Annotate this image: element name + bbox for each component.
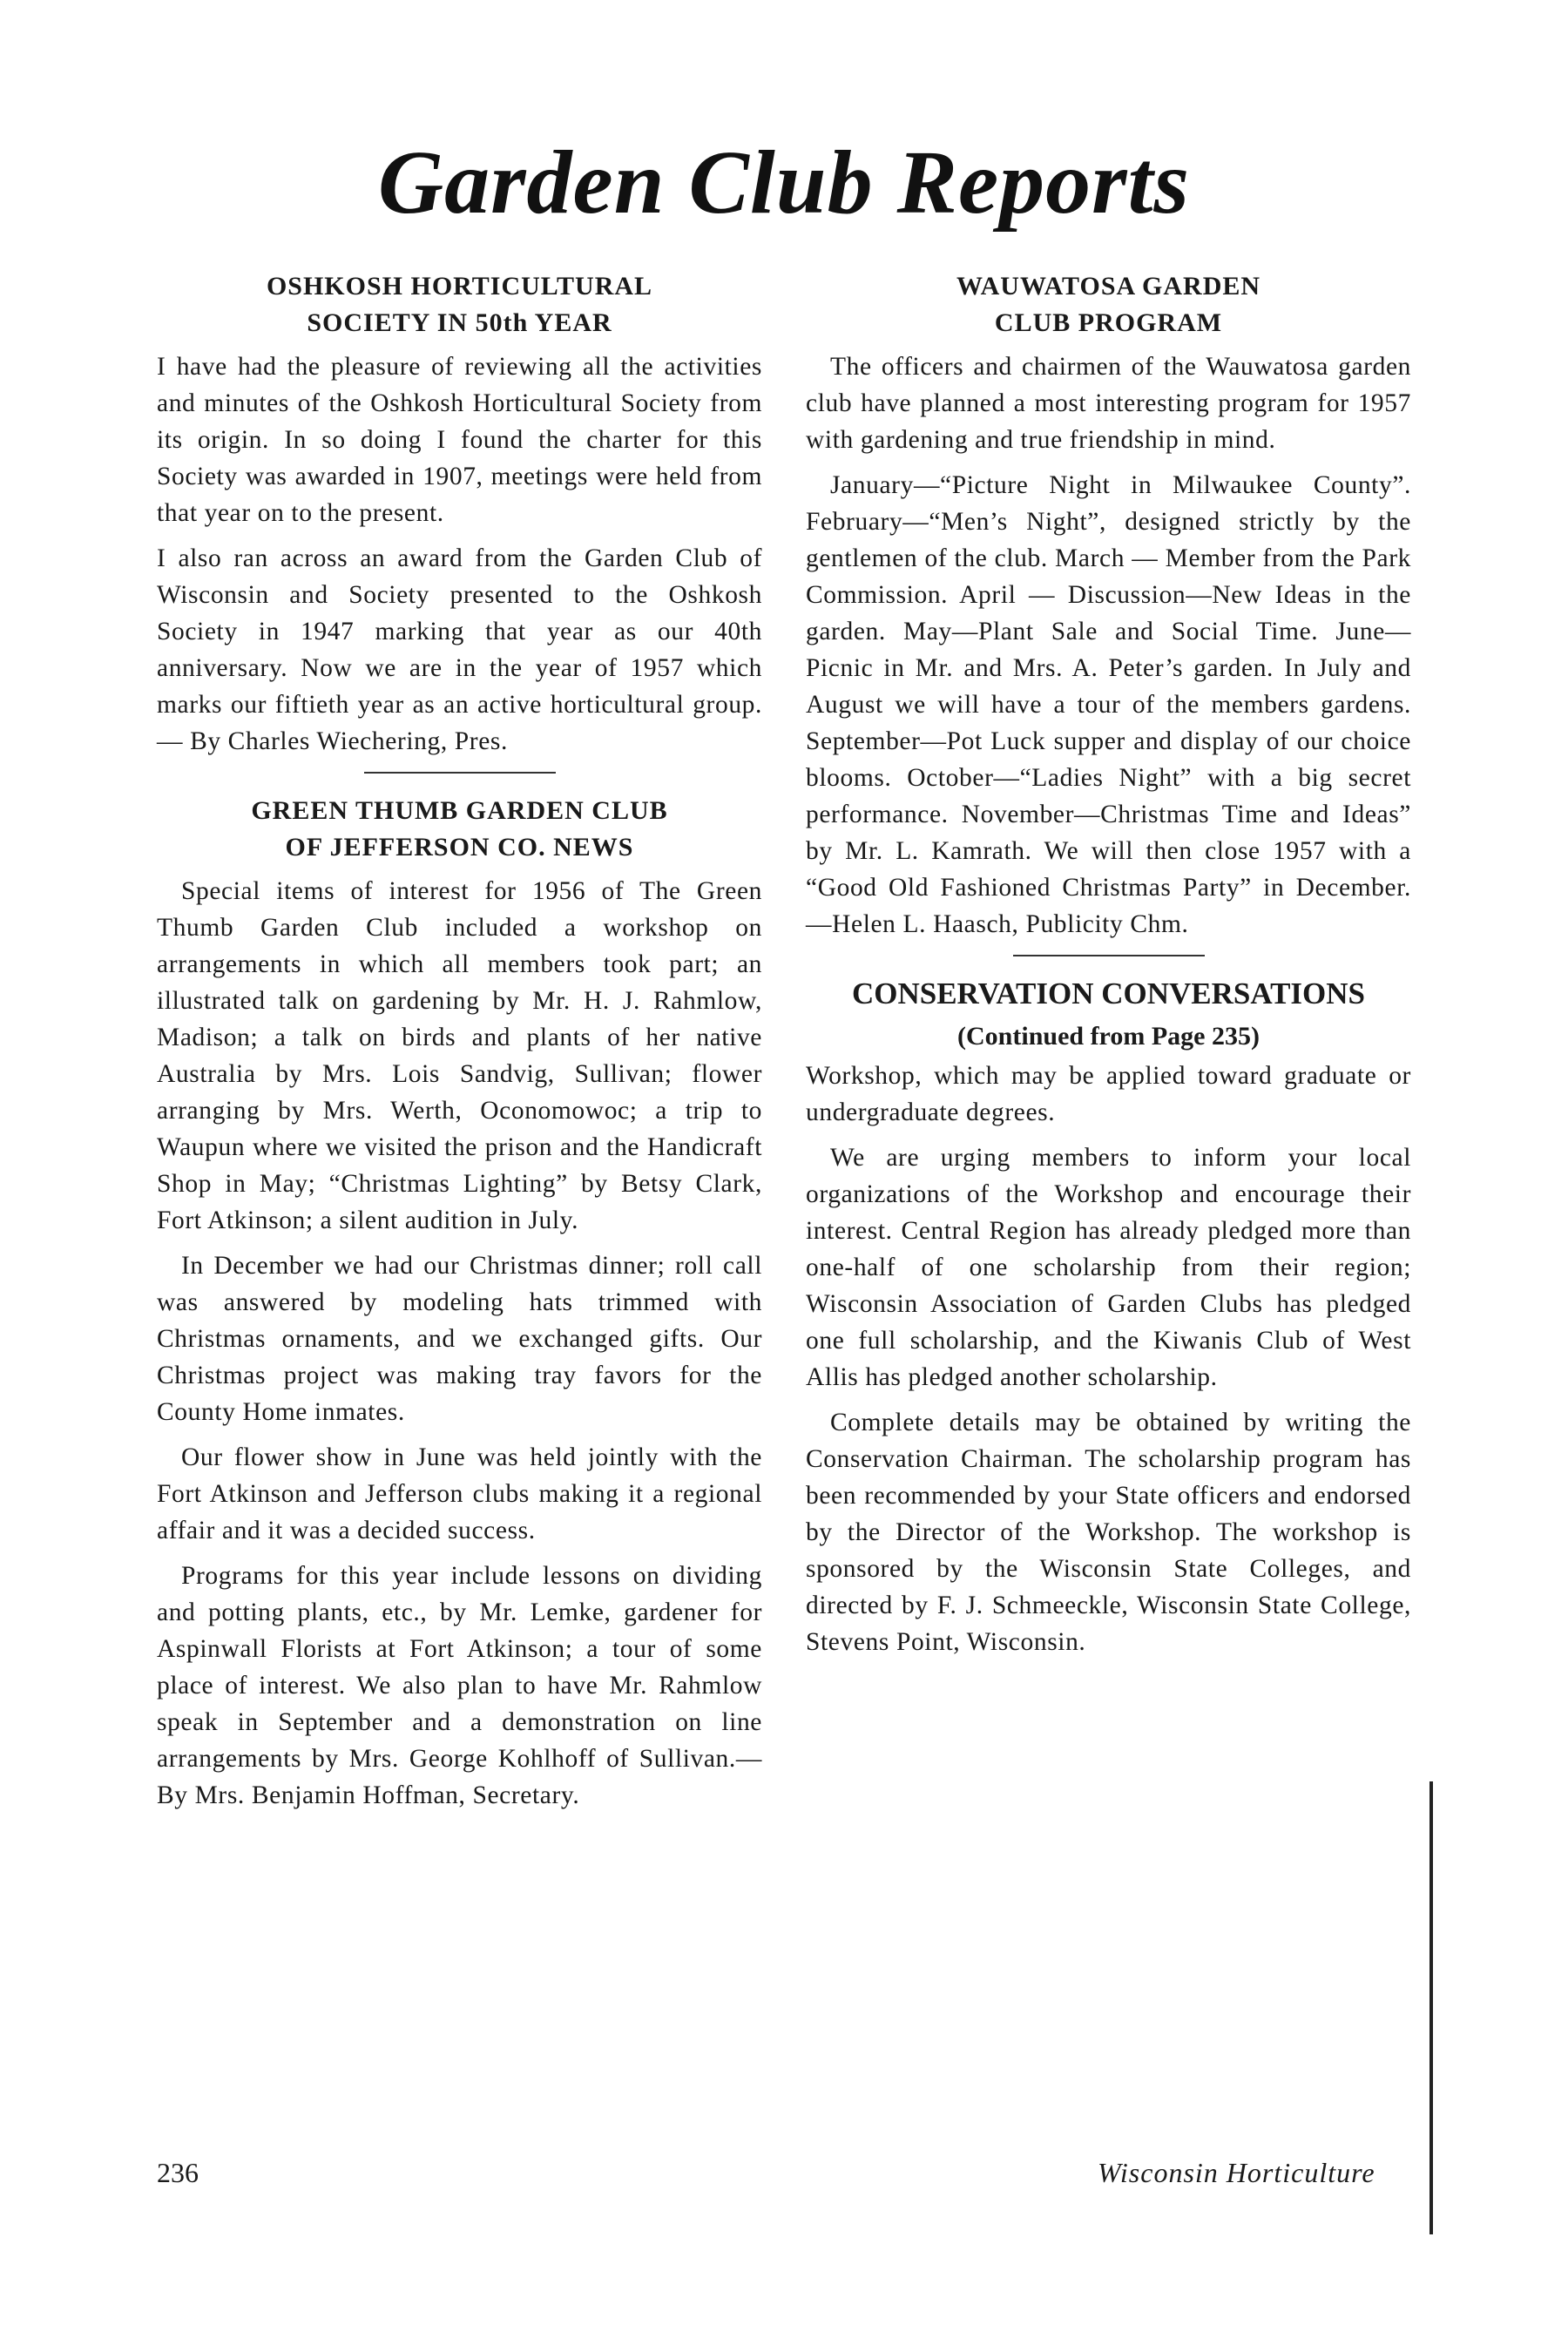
oshkosh-heading-line2: SOCIETY IN 50th YEAR bbox=[307, 308, 612, 337]
journal-name: Wisconsin Horticulture bbox=[1098, 2157, 1375, 2188]
green-thumb-paragraph-1: Special items of interest for 1956 of The Green Thumb Garden Club included a workshop on arrangements in which all members took part; an illustrated talk on gardening by Mr. H. J. Rahmlow, Madison; a talk on birds and plants of her native Australia by Mrs. Lois Sandvig, Sullivan; flower arranging by Mrs. Werth, Oconomowoc; a trip to Waupun where we visited the prison and the Handicraft Shop in May; “Christmas Lighting” by Betsy Clark, Fort Atkinson; a silent audition in July. bbox=[157, 877, 762, 1234]
conservation-heading: CONSERVATION CONVERSATIONS bbox=[851, 977, 1366, 1010]
wauwatosa-heading-line1: WAUWATOSA GARDEN bbox=[956, 272, 1261, 301]
green-thumb-paragraph-4: Programs for this year include lessons on dividing and potting plants, etc., by Mr. Lemke, gardener for Aspinwall Florists at Fort Atkinson; a tour of some place of interest. We also plan to have Mr. Rahmlow speak in September and a demonstration on line arrangements by Mrs. George Kohlhoff of Sullivan.—By Mrs. Benjamin Hoffman, Secretary. bbox=[157, 1562, 762, 1809]
conservation-paragraph-3: Complete details may be obtained by writing the Conservation Chairman. The scholarship program has been recommended by your State officers and endorsed by the Director of the Workshop. The workshop is sponsored by the Wisconsin State Colleges, and directed by F. J. Schmeeckle, Wisconsin State College, Stevens Point, Wisconsin. bbox=[806, 1409, 1411, 1656]
green-thumb-heading-line1: GREEN THUMB GARDEN CLUB bbox=[251, 796, 668, 825]
wauwatosa-paragraph-1: The officers and chairmen of the Wauwatosa garden club have planned a most interesting program for 1957 with gardening and true friendship in mind. bbox=[806, 353, 1411, 454]
conservation-paragraph-2: We are urging members to inform your local organizations of the Workshop and encourage their interest. Central Region has already pledged more than one-half of one scholarship from their region; Wisconsin Association of Garden Clubs has pledged one full scholarship, and the Kiwanis Club of West Allis has pledged another scholarship. bbox=[806, 1144, 1411, 1391]
oshkosh-heading bbox=[157, 268, 762, 341]
oshkosh-paragraph-1: I have had the pleasure of reviewing all the activities and minutes of the Oshkosh Horticultural Society from its origin. In so doing I found the charter for this Society was awarded in 1907, meetings were held from that year on to the present. bbox=[157, 353, 762, 527]
wauwatosa-heading bbox=[806, 268, 1411, 341]
page-title: Garden Club Reports bbox=[377, 132, 1191, 233]
wauwatosa-paragraph-2: January—“Picture Night in Milwaukee County”. February—“Men’s Night”, designed strictly by the gentlemen of the club. March — Member from the Park Commission. April — Discussion—New Ideas in the garden. May—Plant Sale and Social Time. June—Picnic in Mr. and Mrs. A. Peter’s garden. In July and August we will have a tour of the members gardens. September—Pot Luck supper and display of our choice blooms. October—“Ladies Night” with a big secret performance. November—Christmas Time and Ideas” by Mr. L. Kamrath. We will then close 1957 with a “Good Old Fashioned Christmas Party” in December. —Helen L. Haasch, Publicity Chm. bbox=[806, 471, 1411, 938]
conservation-paragraph-1: Workshop, which may be applied toward graduate or undergraduate degrees. bbox=[806, 1062, 1411, 1126]
green-thumb-heading bbox=[157, 793, 762, 866]
section-divider bbox=[364, 772, 556, 774]
wauwatosa-heading-line2: CLUB PROGRAM bbox=[994, 308, 1223, 337]
page-number: 236 bbox=[157, 2157, 199, 2188]
green-thumb-paragraph-3: Our flower show in June was held jointly with the Fort Atkinson and Jefferson clubs making it a regional affair and it was a decided success. bbox=[157, 1443, 762, 1544]
scan-edge-line bbox=[1429, 1781, 1433, 2234]
green-thumb-paragraph-2: In December we had our Christmas dinner; roll call was answered by modeling hats trimmed with Christmas ornaments, and we exchanged gifts. Our Christmas project was making tray favors for the County Home inmates. bbox=[157, 1252, 762, 1426]
conservation-subheading: (Continued from Page 235) bbox=[957, 1022, 1260, 1051]
oshkosh-heading-line1: OSHKOSH HORTICULTURAL bbox=[266, 272, 653, 301]
section-divider bbox=[1013, 955, 1205, 956]
right-column bbox=[806, 268, 1411, 1669]
green-thumb-heading-line2: OF JEFFERSON CO. NEWS bbox=[285, 833, 634, 862]
left-column bbox=[157, 268, 762, 1822]
oshkosh-paragraph-2: I also ran across an award from the Garden Club of Wisconsin and Society presented to the Oshkosh Society in 1947 marking that year as our 40th anniversary. Now we are in the year of 1957 which marks our fiftieth year as an active horticultural group. — By Charles Wiechering, Pres. bbox=[157, 544, 762, 755]
